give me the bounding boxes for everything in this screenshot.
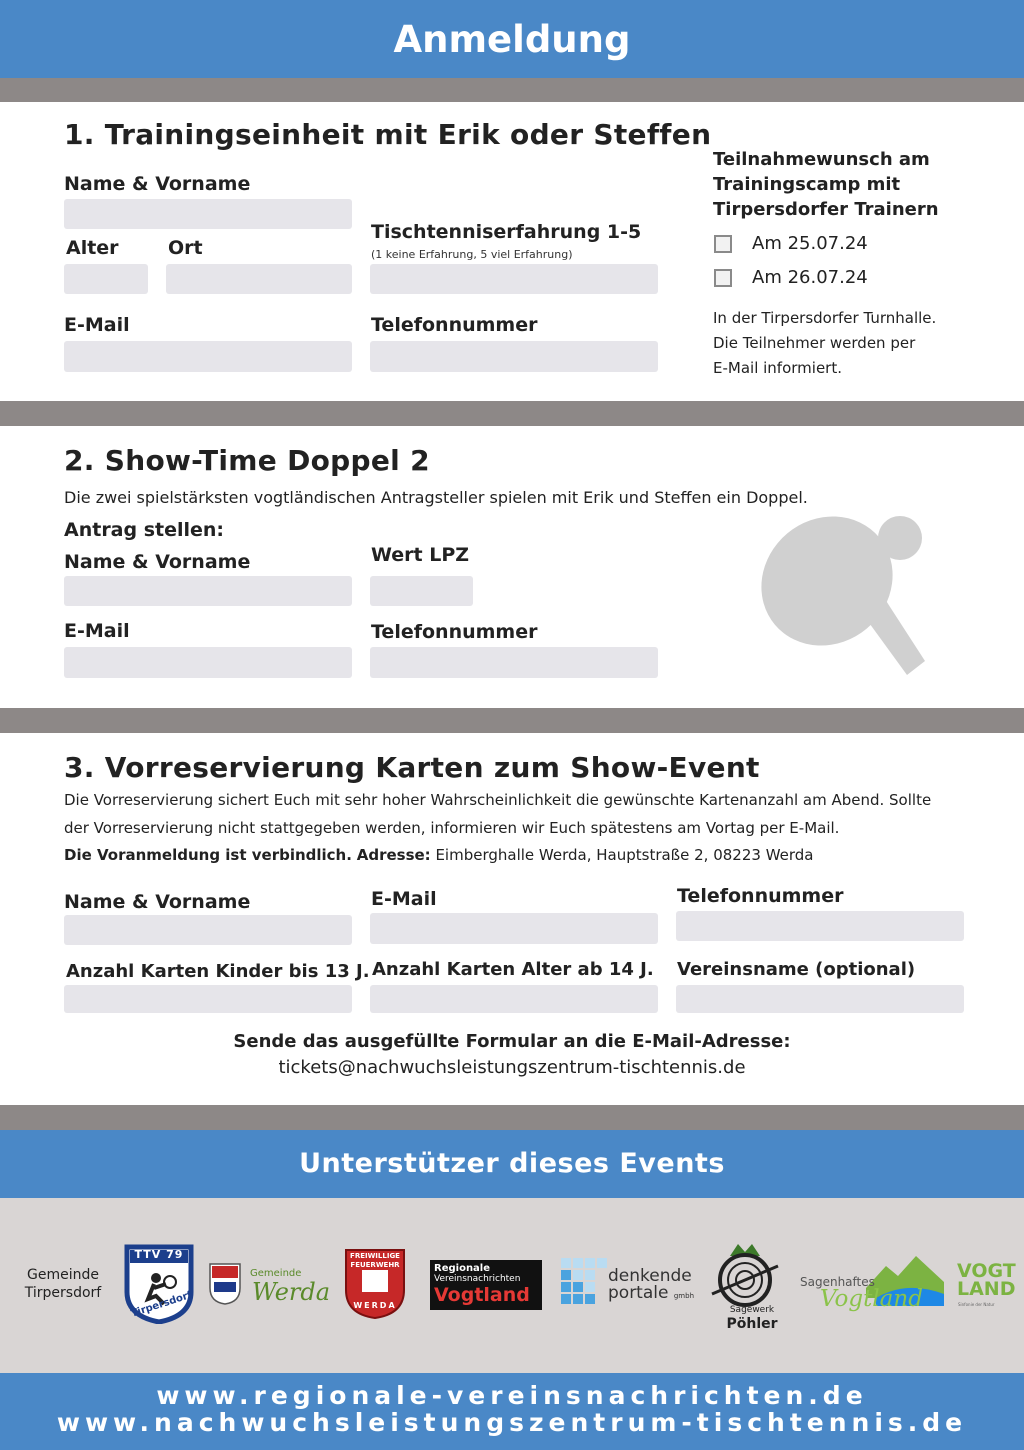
s1-phone-input[interactable] — [370, 341, 658, 372]
s3-adults-label: Anzahl Karten Alter ab 14 J. — [372, 959, 654, 980]
footer-url-1[interactable]: www.regionale-vereinsnachrichten.de — [156, 1381, 868, 1410]
s3-adults-input[interactable] — [370, 985, 658, 1013]
s1-experience-label: Tischtenniserfahrung 1-5 — [371, 221, 642, 243]
divider — [0, 401, 1024, 426]
s1-age-input[interactable] — [64, 264, 148, 294]
section3-title: 3. Vorreservierung Karten zum Show-Event — [64, 751, 760, 784]
denkende-portale-text: denkende portale gmbh — [608, 1266, 695, 1303]
sagenhaftes-text-1: Sagenhaftes — [800, 1275, 875, 1289]
s3-desc-1: Die Vorreservierung sichert Euch mit sehr hoher Wahrscheinlichkeit die gewünschte Kartenanzahl am Abend. Sollte — [64, 791, 932, 809]
vogtland-logo: VOGT LAND — [957, 1260, 1016, 1300]
checkbox-option1[interactable] — [714, 235, 732, 253]
feuerwehr-town: WERDA — [353, 1301, 397, 1310]
s1-email-input[interactable] — [64, 341, 352, 372]
s3-desc-3: Die Voranmeldung ist verbindlich. Adresse: Eimberghalle Werda, Hauptstraße 2, 08223 Werda — [64, 846, 814, 864]
divider — [0, 78, 1024, 102]
saegewerk-text-2: Pöhler — [726, 1316, 778, 1332]
s3-name-label: Name & Vorname — [64, 891, 251, 913]
s3-phone-label: Telefonnummer — [677, 885, 844, 907]
table-tennis-paddle-icon — [755, 515, 930, 680]
supporter-logos — [0, 1198, 1024, 1373]
camp-title: Teilnahmewunsch am Trainingscamp mit Tirpersdorfer Trainern — [713, 149, 939, 220]
s2-name-input[interactable] — [64, 576, 352, 606]
s1-email-label: E-Mail — [64, 314, 130, 336]
ttv79-town: Tirpersdorf — [129, 1289, 194, 1320]
s2-phone-label: Telefonnummer — [371, 621, 538, 643]
s3-email-input[interactable] — [370, 913, 658, 944]
feuerwehr-text: FREIWILLIGE FEUERWEHR — [350, 1252, 400, 1269]
s2-phone-input[interactable] — [370, 647, 658, 678]
s2-email-input[interactable] — [64, 647, 352, 678]
divider — [0, 1105, 1024, 1130]
camp-info: In der Tirpersdorfer Turnhalle. Die Teilnehmer werden per E-Mail informiert. — [713, 309, 937, 377]
werda-crest-logo — [208, 1262, 242, 1306]
s3-name-input[interactable] — [64, 915, 352, 945]
s2-email-label: E-Mail — [64, 620, 130, 642]
ttv79-text: TTV 79 — [134, 1248, 184, 1261]
s1-experience-input[interactable] — [370, 264, 658, 294]
section2-title: 2. Show-Time Doppel 2 — [64, 444, 430, 477]
s2-request-label: Antrag stellen: — [64, 519, 225, 541]
s2-lpz-label: Wert LPZ — [371, 544, 470, 566]
footer-url-2[interactable]: www.nachwuchsleistungszentrum-tischtennis.de — [56, 1408, 968, 1437]
s3-kids-input[interactable] — [64, 985, 352, 1013]
s3-club-input[interactable] — [676, 985, 964, 1013]
divider — [0, 708, 1024, 733]
option1-label: Am 25.07.24 — [752, 233, 868, 254]
option2-label: Am 26.07.24 — [752, 267, 868, 288]
s1-age-label: Alter — [66, 237, 119, 259]
sagenhaftes-text-2: Vogtland — [820, 1286, 923, 1312]
s3-club-label: Vereinsname (optional) — [677, 959, 916, 980]
s3-email-label: E-Mail — [371, 888, 437, 910]
footer-urls — [0, 1373, 1024, 1450]
s3-kids-label: Anzahl Karten Kinder bis 13 J. — [66, 961, 370, 982]
logo-gemeinde-tirpersdorf: Gemeinde Tirpersdorf — [24, 1267, 102, 1301]
rv-vogtland-logo: Regionale Vereinsnachrichten Vogtland — [430, 1260, 542, 1310]
s2-lpz-input[interactable] — [370, 576, 473, 606]
vogtland-slogan: Sinfonie der Natur — [958, 1302, 995, 1307]
s1-city-input[interactable] — [166, 264, 352, 294]
saegewerk-text-1: Sägewerk — [729, 1305, 775, 1315]
s3-phone-input[interactable] — [676, 911, 964, 941]
section2-description: Die zwei spielstärksten vogtländischen Antragsteller spielen mit Erik und Steffen ein Doppel. — [64, 488, 808, 507]
s2-name-label: Name & Vorname — [64, 551, 251, 573]
section1-title: 1. Trainingseinheit mit Erik oder Steffen — [64, 118, 712, 151]
s1-name-label: Name & Vorname — [64, 173, 251, 195]
send-instruction: Sende das ausgefüllte Formular an die E-Mail-Adresse: — [233, 1031, 791, 1052]
s1-name-input[interactable] — [64, 199, 352, 229]
werda-small-text: Gemeinde — [250, 1268, 302, 1279]
supporters-title: Unterstützer dieses Events — [0, 1130, 1024, 1198]
page-title: Anmeldung — [0, 0, 1024, 78]
saegewerk-poehler-logo — [710, 1242, 780, 1308]
s1-experience-hint: (1 keine Erfahrung, 5 viel Erfahrung) — [371, 248, 573, 261]
checkbox-option2[interactable] — [714, 269, 732, 287]
werda-text: Werda — [252, 1278, 331, 1306]
s1-city-label: Ort — [168, 237, 203, 259]
s1-phone-label: Telefonnummer — [371, 314, 538, 336]
denkende-portale-logo — [561, 1258, 607, 1314]
s3-desc-2: der Vorreservierung nicht stattgegeben werden, informieren wir Euch spätestens am Vortag per E-Mail. — [64, 819, 840, 837]
send-email-address[interactable]: tickets@nachwuchsleistungszentrum-tischtennis.de — [278, 1057, 746, 1078]
